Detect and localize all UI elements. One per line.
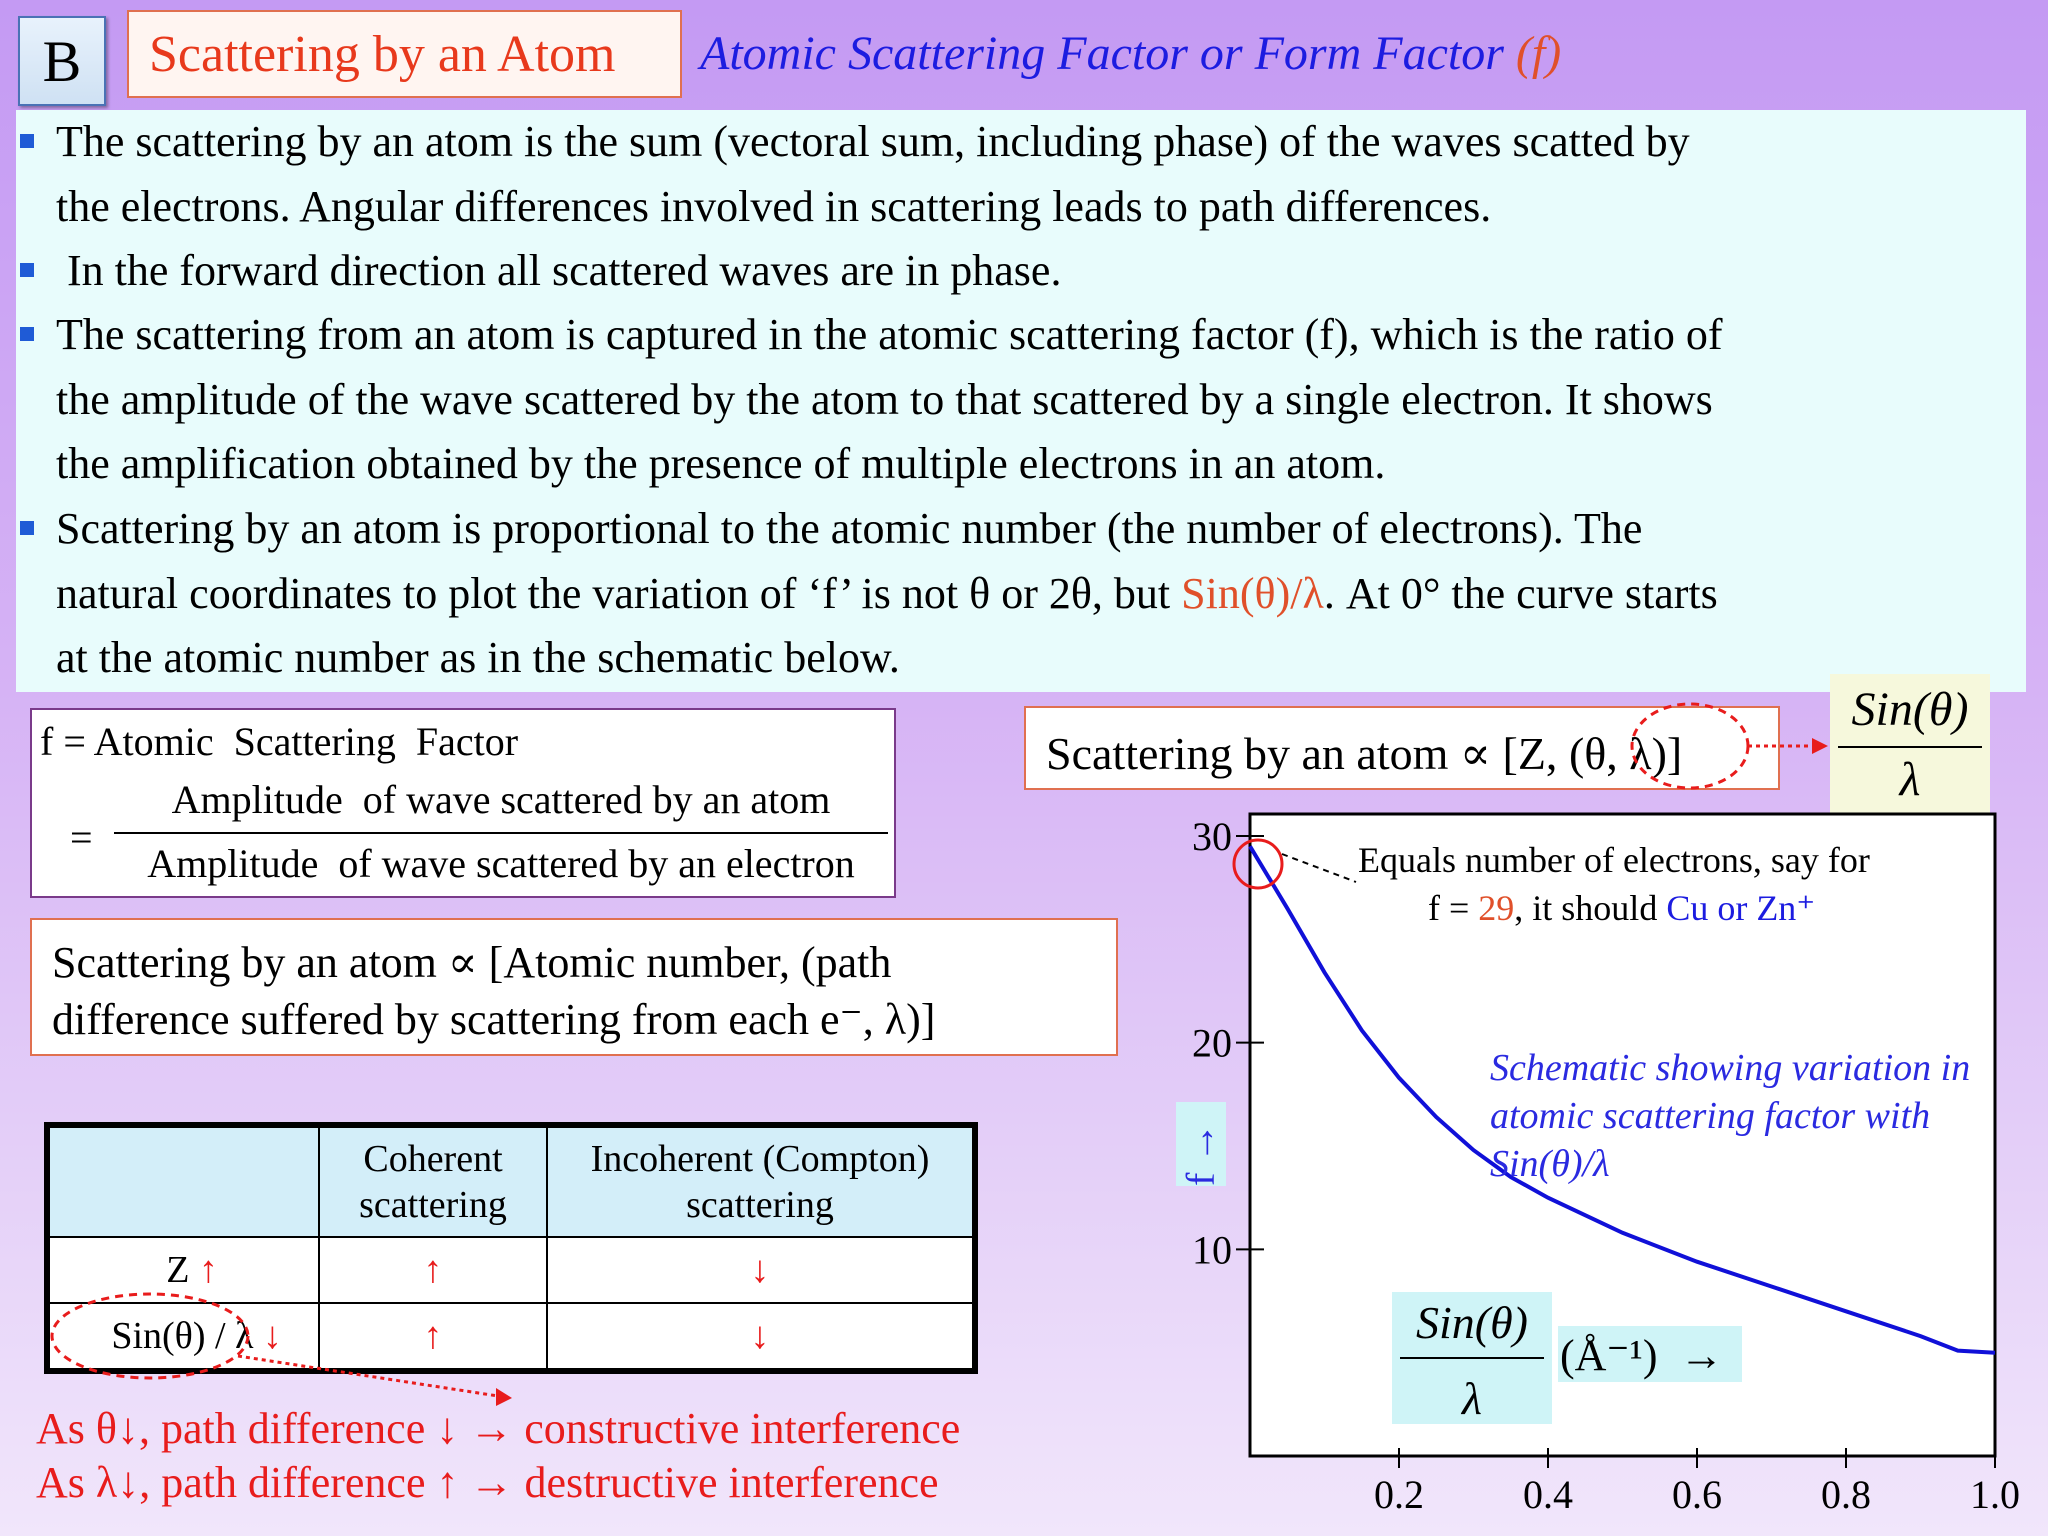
- x-tick-label: 0.6: [1672, 1472, 1722, 1517]
- y-tick-label: 10: [1192, 1227, 1232, 1273]
- y-tick-label: 20: [1192, 1020, 1232, 1066]
- proportionality-line-2: difference suffered by scattering from each e⁻, λ)]: [52, 995, 936, 1044]
- bullet-4-line-3: at the atomic number as in the schematic below.: [56, 633, 900, 682]
- chart-caption-line-2: atomic scattering factor with: [1490, 1095, 1931, 1137]
- bullet-1-line-2: the electrons. Angular differences involved in scattering leads to path differences.: [56, 181, 1492, 231]
- x-axis-ticks: [1374, 1448, 2020, 1517]
- down-arrow-icon: ↓: [263, 1315, 282, 1357]
- chart-annotation-line-2: [1428, 888, 1815, 928]
- bullet-1-line-1: The scattering by an atom is the sum (vectoral sum, including phase) of the waves scatted by: [56, 117, 1690, 166]
- slide-title-text: Scattering by an Atom: [149, 25, 616, 83]
- annotation-f-label: f =: [1428, 888, 1479, 928]
- x-tick-label: 0.2: [1374, 1472, 1424, 1517]
- theta-lambda-circled: (θ, λ): [1568, 728, 1667, 779]
- formula-numerator: Amplitude of wave scattered by an atom: [171, 777, 831, 822]
- table-connector-arrow-head-icon: [496, 1388, 512, 1406]
- formula-denominator: Amplitude of wave scattered by an electron: [147, 841, 855, 886]
- row-label-sin: Sin(θ) / λ: [111, 1315, 254, 1357]
- x-label-unit: (Å⁻¹) →: [1560, 1331, 1724, 1380]
- row-label-z: Z: [166, 1249, 190, 1291]
- annotation-mid: , it should: [1514, 888, 1667, 928]
- sin-theta-over-lambda-highlight: Sin(θ)/λ: [1181, 568, 1324, 618]
- bullet-2-line-1: In the forward direction all scattered waves are in phase.: [56, 246, 1062, 295]
- formula-equals: =: [70, 815, 93, 860]
- bullet-3-line-2: the amplitude of the wave scattered by the atom to that scattered by a single electron. It shows: [56, 374, 1713, 424]
- chart-caption-line-3: Sin(θ)/λ: [1490, 1143, 1610, 1185]
- table-header-coherent: Coherent scattering: [319, 1127, 547, 1237]
- bullet-3-line-3: the amplification obtained by the presence of multiple electrons in an atom.: [56, 439, 1386, 488]
- bullet-4-line-1: Scattering by an atom is proportional to the atomic number (the number of electrons). The: [56, 504, 1643, 553]
- z-theta-prefix: Scattering by an atom ∝ [Z,: [1046, 728, 1569, 779]
- annotation-elements: Cu or Zn⁺: [1666, 888, 1816, 928]
- table-header-incoherent: Incoherent (Compton) scattering: [547, 1127, 973, 1237]
- z-theta-suffix: ]: [1666, 728, 1683, 779]
- chart-caption-line-1: Schematic showing variation in: [1490, 1047, 1971, 1089]
- x-label-numerator: Sin(θ): [1415, 1297, 1529, 1348]
- interference-line-1: As θ↓, path difference ↓ → constructive interference: [36, 1404, 961, 1453]
- cell-incoherent-sin: ↓: [547, 1303, 973, 1369]
- theta-lambda-highlight-ellipse: [1632, 704, 1748, 788]
- cell-incoherent-z: ↓: [547, 1237, 973, 1303]
- sin-frac-numerator: Sin(θ): [1851, 683, 1969, 736]
- sin-frac-denominator: λ: [1899, 753, 1921, 806]
- annotation-value: 29: [1478, 888, 1515, 928]
- chart-annotation-line-1: Equals number of electrons, say for: [1358, 840, 1870, 880]
- table-connector-line: [238, 1356, 498, 1396]
- subtitle-main: Atomic Scattering Factor or Form Factor: [700, 27, 1516, 80]
- interference-line-2: As λ↓, path difference ↑ → destructive interference: [36, 1458, 939, 1507]
- subtitle-symbol: (f): [1515, 27, 1562, 80]
- y-tick-label: 30: [1192, 814, 1232, 859]
- cell-coherent-z: ↑: [319, 1237, 547, 1303]
- connector-arrow-head-icon: [1812, 738, 1828, 754]
- bullet-3-line-1: The scattering from an atom is captured in the atomic scattering factor (f), which is the ratio of: [56, 310, 1723, 359]
- chart-y-label: f →: [1178, 1122, 1223, 1186]
- x-label-denominator: λ: [1462, 1373, 1482, 1424]
- up-arrow-icon: ↑: [199, 1249, 218, 1291]
- table-sin-highlight-ellipse: [52, 1294, 248, 1378]
- x-tick-label: 0.8: [1821, 1472, 1871, 1517]
- x-tick-label: 1.0: [1970, 1472, 2020, 1517]
- bullet-4-line-2-post: . At 0° the curve starts: [1323, 568, 1718, 618]
- bullet-4-line-2-pre: natural coordinates to plot the variation of ‘f’ is not θ or 2θ, but: [56, 568, 1182, 618]
- proportionality-line-1: Scattering by an atom ∝ [Atomic number, (path: [52, 938, 892, 987]
- formula-lhs: f = Atomic Scattering Factor: [40, 719, 519, 764]
- section-letter: B: [42, 28, 82, 94]
- x-tick-label: 0.4: [1523, 1472, 1573, 1517]
- cell-coherent-sin: ↑: [319, 1303, 547, 1369]
